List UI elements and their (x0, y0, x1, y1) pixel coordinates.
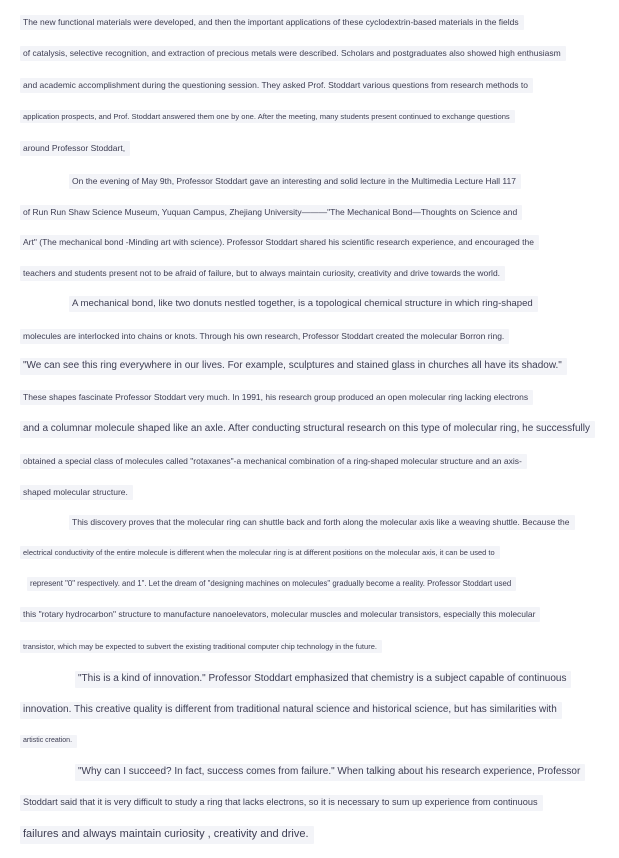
text-line: This discovery proves that the molecular ring can shuttle back and forth along the molecular axis like a weaving shuttle. Because the (69, 515, 575, 530)
text-line: Art" (The mechanical bond -Minding art with science). Professor Stoddart shared his scientific research experience, and encouraged the (20, 235, 539, 250)
text-line: These shapes fascinate Professor Stoddart very much. In 1991, his research group produced an open molecular ring lacking electrons (20, 390, 533, 405)
text-line: this "rotary hydrocarbon" structure to manufacture nanoelevators, molecular muscles and molecular transistors, especially this molecular (20, 607, 540, 622)
text-line: artistic creation. (20, 735, 77, 748)
text-line: represent "0" respectively. and 1". Let the dream of "designing machines on molecules" gradually become a reality. Professor Stoddart used (27, 577, 516, 591)
text-line: application prospects, and Prof. Stoddart answered them one by one. After the meeting, many students present continued to exchange questions (20, 110, 515, 123)
text-line: and academic accomplishment during the questioning session. They asked Prof. Stoddart various questions from research methods to (20, 78, 533, 93)
text-line: A mechanical bond, like two donuts nestled together, is a topological chemical structure in which ring-shaped (69, 296, 538, 312)
text-line: failures and always maintain curiosity , creativity and drive. (20, 826, 314, 844)
text-line: "Why can I succeed? In fact, success comes from failure." When talking about his research experience, Professor (75, 764, 585, 781)
text-line: around Professor Stoddart, (20, 141, 130, 156)
text-line: electrical conductivity of the entire molecule is different when the molecular ring is at different positions on the molecular axis, it can be used to (20, 546, 500, 559)
text-line: "We can see this ring everywhere in our lives. For example, sculptures and stained glass in churches all have its shadow." (20, 358, 567, 375)
text-line: On the evening of May 9th, Professor Stoddart gave an interesting and solid lecture in the Multimedia Lecture Hall 117 (69, 174, 521, 189)
text-line: of Run Run Shaw Science Museum, Yuquan Campus, Zhejiang University———"The Mechanical Bond—Thoughts on Science and (20, 205, 522, 220)
text-line: innovation. This creative quality is different from traditional natural science and historical science, but has similarities with (20, 702, 562, 719)
text-line: teachers and students present not to be afraid of failure, but to always maintain curiosity, creativity and drive towards the world. (20, 266, 505, 281)
text-line: The new functional materials were developed, and then the important applications of these cyclodextrin-based materials in the fields (20, 15, 524, 30)
text-line: shaped molecular structure. (20, 485, 133, 500)
text-line: Stoddart said that it is very difficult to study a ring that lacks electrons, so it is necessary to sum up experience from continuous (20, 795, 543, 811)
text-line: transistor, which may be expected to subvert the existing traditional computer chip technology in the future. (20, 640, 382, 653)
text-line: of catalysis, selective recognition, and extraction of precious metals were described. Scholars and postgraduates also showed high enthusiasm (20, 46, 566, 61)
text-line: molecules are interlocked into chains or knots. Through his own research, Professor Stoddart created the molecular Borron ring. (20, 329, 509, 344)
text-line: obtained a special class of molecules called "rotaxanes"-a mechanical combination of a ring-shaped molecular structure and an axis- (20, 454, 527, 469)
text-line: and a columnar molecule shaped like an axle. After conducting structural research on this type of molecular ring, he successfully (20, 421, 595, 438)
text-line: "This is a kind of innovation." Professor Stoddart emphasized that chemistry is a subject capable of continuous (75, 671, 571, 688)
